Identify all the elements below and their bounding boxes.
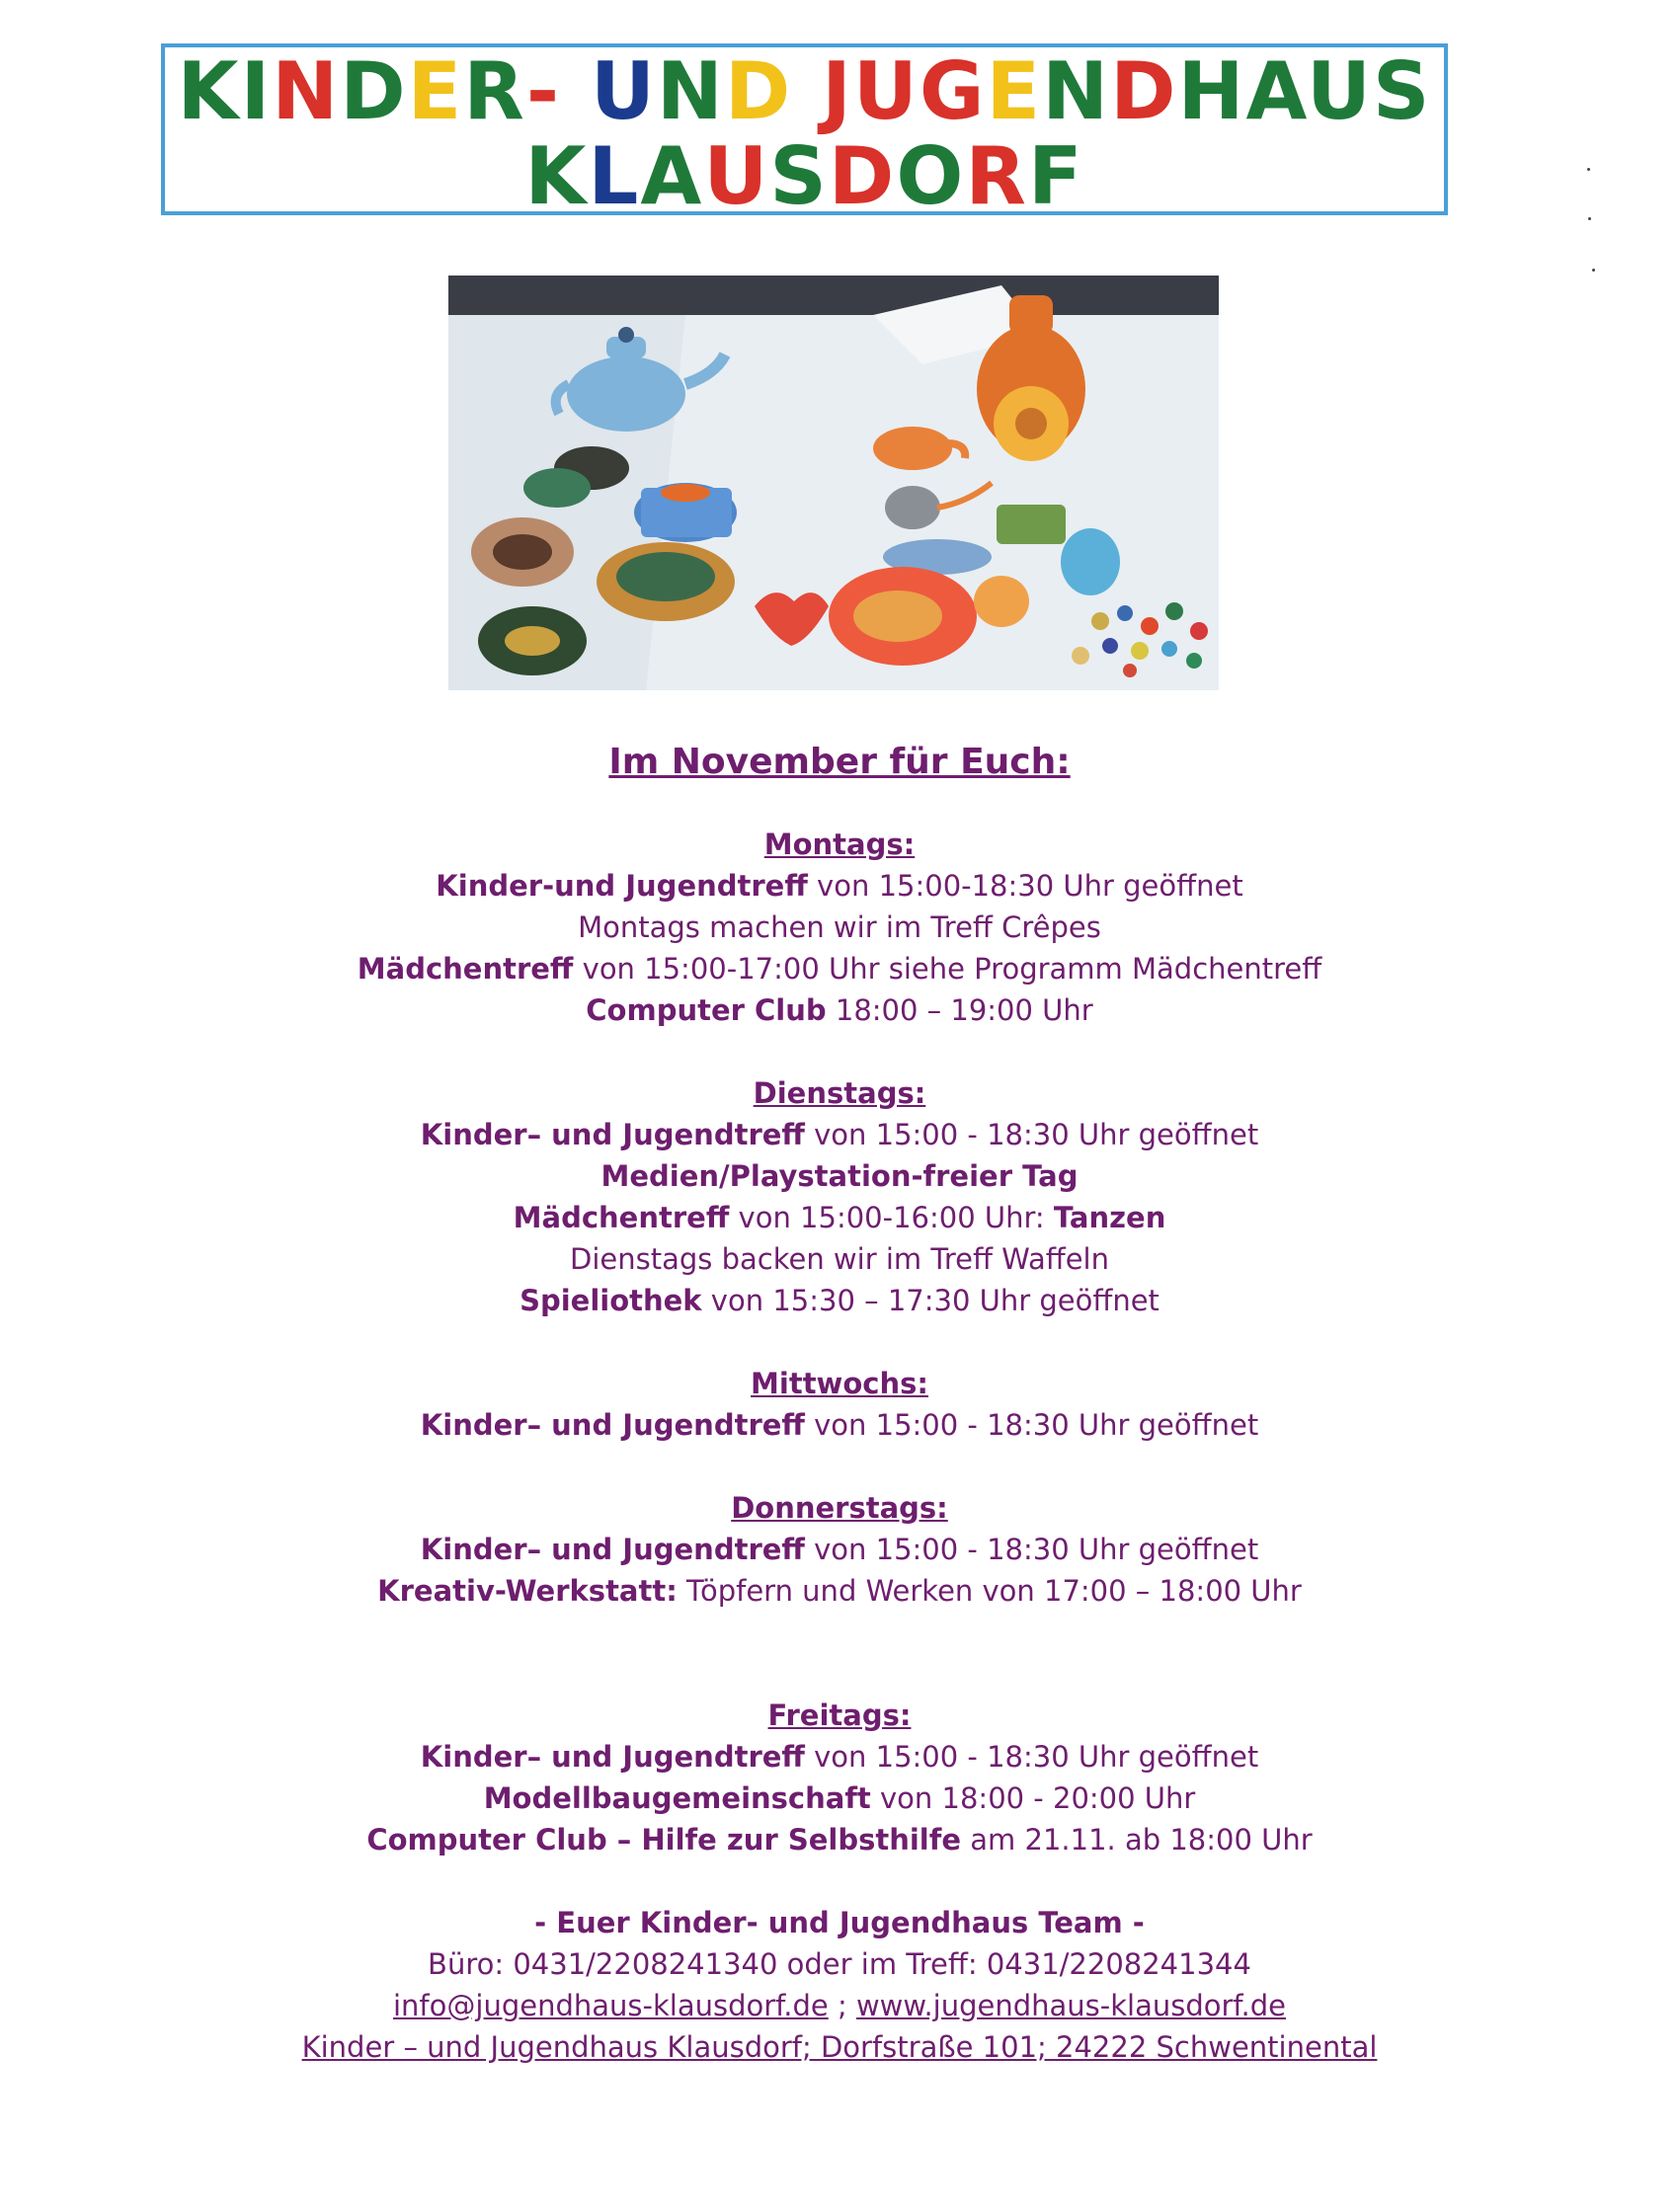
scan-speck <box>1592 269 1595 272</box>
link-separator: ; <box>828 1989 856 2022</box>
line1-segment: - <box>525 45 591 137</box>
line1-segment: D <box>340 45 408 137</box>
friday-line-3: Computer Club – Hilfe zur Selbsthilfe am 21.11. ab 18:00 Uhr <box>366 1823 1313 1856</box>
tuesday-line-5: Spieliothek von 15:30 – 17:30 Uhr geöffnet <box>520 1284 1159 1317</box>
wednesday-line-1: Kinder– und Jugendtreff von 15:00 - 18:30 Uhr geöffnet <box>420 1408 1259 1442</box>
title-line-1 <box>165 45 1444 137</box>
monday-line-4: Computer Club 18:00 – 19:00 Uhr <box>586 993 1093 1027</box>
line1-segment: HAUS <box>1177 45 1432 137</box>
tuesday-line-3: Mädchentreff von 15:00-16:00 Uhr: Tanzen <box>513 1201 1166 1234</box>
line1-segment: KI <box>177 45 273 137</box>
section-monday <box>0 824 1679 1031</box>
friday-line-1: Kinder– und Jugendtreff von 15:00 - 18:30 Uhr geöffnet <box>420 1740 1259 1774</box>
line1-segment: R <box>463 45 526 137</box>
title-line-2 <box>165 130 1444 222</box>
pottery-photo <box>448 276 1219 690</box>
friday-line-2: Modellbaugemeinschaft von 18:00 - 20:00 Uhr <box>483 1781 1196 1815</box>
day-heading-thursday: Donnerstags: <box>731 1491 948 1525</box>
scan-speck <box>1587 168 1590 171</box>
monday-line-2: Montags machen wir im Treff Crêpes <box>578 910 1101 944</box>
day-heading-monday: Montags: <box>763 828 916 861</box>
line1-segment: N <box>1042 45 1111 137</box>
line1-segment: N <box>272 45 341 137</box>
tuesday-line-4: Dienstags backen wir im Treff Waffeln <box>570 1242 1109 1276</box>
section-tuesday <box>0 1072 1679 1321</box>
day-heading-friday: Freitags: <box>767 1698 912 1732</box>
phone-numbers: Büro: 0431/2208241340 oder im Treff: 0431/2208241344 <box>428 1947 1251 1981</box>
team-signature: - Euer Kinder- und Jugendhaus Team - <box>534 1906 1145 1939</box>
scan-speck <box>1588 217 1591 220</box>
section-thursday <box>0 1487 1679 1612</box>
line2-segment: F <box>1027 130 1084 222</box>
thursday-line-1: Kinder– und Jugendtreff von 15:00 - 18:30 Uhr geöffnet <box>420 1533 1259 1566</box>
email-link[interactable]: info@jugendhaus-klausdorf.de <box>393 1989 829 2022</box>
line2-segment: U <box>703 130 770 222</box>
line1-segment: JUG <box>822 45 987 137</box>
tuesday-line-1: Kinder– und Jugendtreff von 15:00 - 18:30 Uhr geöffnet <box>420 1118 1259 1151</box>
monday-line-1: Kinder-und Jugendtreff von 15:00-18:30 Uhr geöffnet <box>436 869 1243 903</box>
line1-segment: E <box>986 45 1043 137</box>
line1-segment <box>792 49 822 134</box>
line2-segment: O <box>896 130 966 222</box>
line2-segment: D <box>828 130 897 222</box>
line1-segment: D <box>724 45 793 137</box>
line2-segment: R <box>965 130 1028 222</box>
line1-segment: U <box>590 45 657 137</box>
day-heading-tuesday: Dienstags: <box>753 1076 926 1110</box>
website-link[interactable]: www.jugendhaus-klausdorf.de <box>855 1989 1286 2022</box>
day-heading-wednesday: Mittwochs: <box>751 1367 928 1400</box>
tuesday-line-2: Medien/Playstation-freier Tag <box>600 1159 1079 1193</box>
line1-segment: E <box>407 45 464 137</box>
line2-segment: L <box>588 130 641 222</box>
line2-segment: S <box>769 130 829 222</box>
postal-address: Kinder – und Jugendhaus Klausdorf; Dorfstraße 101; 24222 Schwentinental <box>301 2030 1378 2064</box>
monday-line-3: Mädchentreff von 15:00-17:00 Uhr siehe Programm Mädchentreff <box>357 952 1322 986</box>
line1-segment: D <box>1110 45 1178 137</box>
schedule-heading: Im November für Euch: <box>608 742 1071 782</box>
line2-segment: K <box>524 130 589 222</box>
section-wednesday <box>0 1363 1679 1446</box>
thursday-line-2: Kreativ-Werkstatt: Töpfern und Werken von 17:00 – 18:00 Uhr <box>377 1574 1302 1608</box>
title-box <box>161 43 1448 222</box>
section-friday <box>0 1695 1679 1860</box>
schedule-content <box>0 741 1679 2068</box>
contact-links <box>0 1985 1679 2026</box>
line1-segment: N <box>656 45 725 137</box>
contact-footer <box>0 1902 1679 2068</box>
line2-segment: A <box>640 130 704 222</box>
